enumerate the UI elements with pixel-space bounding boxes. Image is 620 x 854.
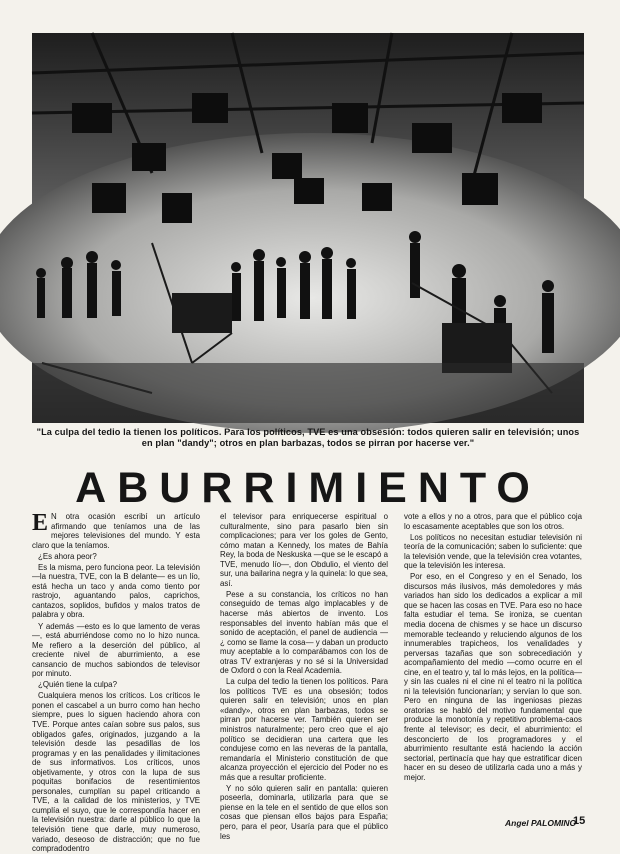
paragraph: Y no sólo quieren salir en pantalla: quieren poseerla, dominarla, utilizarla para que se piense en la tele en el sentido de que ellos son cosas que piensan ellos bajos para España; pero, para el peor, Usaría para que el público les: [220, 783, 388, 841]
article-column-2: [220, 512, 388, 841]
paragraph: ¿Es ahora peor?: [38, 551, 97, 561]
paragraph: Y además —esto es lo que lamento de veras—, está aburriéndose como no lo hizo nunca. Me refiero a la deserción del público, al creciente nivel de aburrimiento, a ese cansancio de muchos sabiondos de televisor por minuto.: [32, 621, 200, 679]
photo-caption: "La culpa del tedio la tienen los políticos. Para los políticos, TVE es una obsesión: todos quieren salir en televisión; unos en plan "dandy"; otros en plan barbazas, todos se pirran por hacerse ver.": [36, 427, 580, 448]
paragraph: Es la misma, pero funciona peor. La televisión —la nuestra, TVE, con la B delante— es un lío, está hecha un taco y anda como tiento por rastrojo, aguantando palos, caprichos, cantazos, soplidos, bufidos y malos tratos de palabra y obra.: [32, 562, 200, 620]
page-number: 15: [573, 815, 586, 827]
drop-cap: E: [32, 510, 49, 536]
article-column-3: [404, 512, 582, 834]
studio-photo-illustration: [32, 33, 584, 423]
paragraph: Por eso, en el Congreso y en el Senado, los discursos más ilusivos, más demoledores y más variados han sido los dedicados a explicar a mil que se hacen las cosas en TVE. Para eso no hace falta estudiar el tema. Se ironiza, se cuentan media docena de chismes y se hace un discurso memorable tecleando y reluciendo algunos de los innumerables trapicheos, los venalidades y perversas tazañas que son sobrecediación y acompañamiento del medio —como ocurre en el cine, en el teatro y, tal lo más lejos, en la política— y sin las cuales ni el cine ni el teatro ni la política ni la televisión funcionarían; y servían lo que son. Pero en ninguna de las ingeniosas piezas oratorias se habló del motivo fundamental que produce la monotonía y repetitivo problema-caos frente al televisor; es decir, el aburrimiento: el desconcierto de los programadores y el aburrimiento resultante está haciendo la acción sectorial, pertinacía que hay que estratificar dicen hacer en su deseo de utilizarla cada uno a más y mejor.: [404, 572, 582, 782]
paragraph: vote a ellos y no a otros, para que el público coja lo escasamente aceptables que son los otros.: [404, 512, 582, 531]
paragraph: La culpa del tedio la tienen los políticos. Para los políticos TVE es una obsesión; todos quieren salir en televisión; unos en plan «dandy», otros en plan barbazas, todos se pirran por hacerse ver. También quieren ser ministros naturalmente; pero creo que el ajo político se decidieran una cartera que les condujese como en las neveras de la pantalla, remandaría el Ministerio constitución de que alcanza proyección el ejercicio del Poder no es más que a resultar proficiente.: [220, 677, 388, 782]
headline: ABURRIMIENTO: [75, 464, 541, 512]
paragraph: Cualquiera menos los críticos. Los críticos le ponen el cascabel a un burro como han hecho siempre, pues lo siguen haciendo ahora con TVE. Porque antes caían sobre sus palos, sus obligados gafes, originados, juzgando a la televisión desde las pesadillas de los programas y en las penalidades y ilimitaciones de sus informativos. Los críticos, unos objetivamente, y otros con la lupa de sus poquitas bonifacios de resentimientos personales, cumplían su papel criticando a TVE, a la calidad de los ministerios, y TVE cumplía el suyo, que le correspondía hacer en la televisión nuestra: darle al público lo que la televisión tiene que darle, muy numeroso, variado, deseoso de distracción; que no fue compradodentro: [32, 691, 200, 854]
article-column-1: [32, 510, 200, 854]
studio-photo: [32, 33, 584, 423]
paragraph: ¿Quién tiene la culpa?: [38, 680, 117, 690]
author-signature: Angel PALOMINO: [505, 818, 577, 828]
paragraph: Los políticos no necesitan estudiar televisión ni teoría de la comunicación; saben lo suficiente: que la televisión vende, que la televisión crea votantes, que la televisión les interesa.: [404, 532, 582, 571]
paragraph: el televisor para enriquecerse espiritual o culturalmente, sino para pasarlo bien sin complicaciones; para ver los goles de Gento, cómo matan a Kennedy, los mates de Bahía Rey, la boda de Neskuska —que se le escapó a TVE, menudo lío—, don Obdulio, el viento del sur, una bailarina negra y la quinela: lo que sea, así.: [220, 512, 388, 588]
paragraph: E N otra ocasión escribí un artículo afirmando que teníamos una de las mejores televisiones del mundo. Y esta claro que la teníamos.: [32, 510, 200, 550]
paragraph: Pese a su constancia, los críticos no han conseguido de temas algo implacables y de hacerse más abiertos de invento. Los responsables del invento habían más que el sonido de aceptación, el panel de audiencia —¿ como se llame la cosa— y daban un producto muy aceptable a lo comparábamos con los de otras TV extranjeras y no sé si la Universidad de Oxford o con la Real Academia.: [220, 589, 388, 676]
